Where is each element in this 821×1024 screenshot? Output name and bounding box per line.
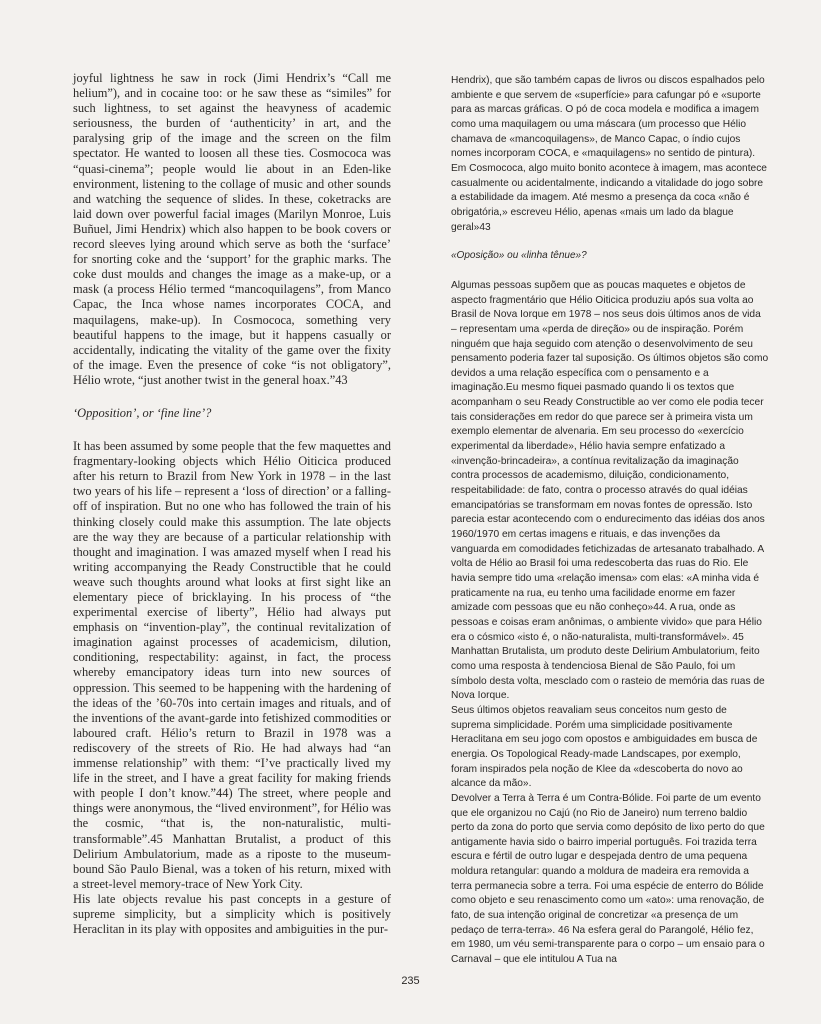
english-paragraph-1: joyful lightness he saw in rock (Jimi Hendrix’s “Call me helium”), and in cocaine too: or he saw these as “similes” for such lightness, to set against the heavyness of academic seriousness, the burden of ‘authenticity’ in art, and the paralysing grip of the image and the screen on the film spectator. He wanted to loosen all these ties. Cosmococa was “quasi-cinema”; people would lie about in an Eden-like environment, listening to the collage of music and other sounds and watching the sequence of slides. In these, coketracks are laid down over powerful facial images (Marilyn Monroe, Luis Buñuel, Jimi Hendrix) which also happen to be book covers or record sleeves lying around which serve as both the ‘surface’ for snorting coke and the ‘support’ for the graphic marks. The coke dust moulds and changes the image as a make-up, or a mask (a process Hélio termed “mancoquilagens”, from Manco Capac, the Inca whose names incorporates COCA, and maquilagens, make-up). In Cosmococa, something very beautiful happens to the image, but it happens casually or accidentally, indicating the vitality of the game over the fixity of the image. Even the presence of coke “is not obligatory”, Hélio wrote, “just another twist in the general hoax.”43 <box>73 71 391 387</box>
portuguese-section-heading: «Oposição» ou «linha tênue»? <box>451 250 587 262</box>
english-section-heading: ‘Opposition’, or ‘fine line’? <box>73 405 212 420</box>
portuguese-paragraph-2: Algumas pessoas supõem que as poucas maquetes e objetos de aspecto fragmentário que Hélio Oiticica produziu após sua volta ao Brasil de Nova Iorque em 1978 – nos seus dois últimos anos de vida – representam uma «perda de direção» ou de inspiração. Porém ninguém que haja seguido com atenção o desenvolvimento de seu pensamento poderia fazer tal suposição. Os últimos objetos são como devidos a uma relação específica com o pensamento e a imaginação.Eu mesmo fiquei pasmado quando li os textos que acompanham o seu Ready Constructible ao ver como ele podia tecer tais considerações em redor do que parece ser à primeira vista um exemplo elementar de alvenaria. Em seu processo do «exercício experimental da liberdade», Hélio havia sempre enfatizado a «invenção-brincadeira», a contínua revitalização da imaginação contra processos de academismo, diluição, condicionamento, respeitabilidade: de fato, contra o processo através do qual idéias emancipatórias se transformam em novas fontes de opressão. Isto parecia estar acontecendo com o endurecimento das idéias dos anos 1960/1970 em certas imagens e rituais, e das invenções da vanguarda em comodidades fetichizadas de artesanato trabalhado. A volta de Hélio ao Brasil foi uma redescoberta das ruas do Rio. Ele havia sempre tido uma «relação imensa» com elas: «A minha vida é praticamente na rua, eu tenho uma facilidade enorme em fazer amizade com pessoas que eu não conheço»44. A rua, onde as pessoas e coisas eram anônimas, o ambiente vivido» que para Hélio era o cósmico «isto é, o não-naturalista, multi-transformável». 45 <box>451 279 769 643</box>
english-column <box>73 71 391 937</box>
english-paragraph-2: It has been assumed by some people that the few maquettes and fragmentary-looking objects which Hélio Oiticica produced after his return to Brazil from New York in 1978 – in the last two years of his life – represent a ‘loss of direction’ or a falling-off of inspiration. But no one who has followed the train of his thinking closely could make this assumption. The late objects are the way they are because of a particular relationship with thought and imagination. I was amazed myself when I read his writing accompanying the Ready Constructible that he could weave such thoughts around what looks at first sight like an elementary piece of bricklaying. In his process of “the experimental exercise of liberty”, Hélio had always put emphasis on “invention-play”, the continual revitalization of imagination against processes of academicism, dilution, conditioning, respectability: against, in fact, the process whereby emancipatory ideas turn into new sources of oppression. This seemed to be happening with the hardening of the ideas of the ’60-70s into certain images and rituals, and of the inventions of the avant-garde into fetishized commodities or laboured craft. Hélio’s return to Brazil in 1978 was a rediscovery of the streets of Rio. He had always had “an immense relationship” with them: “I’ve practically lived my life in the street, and I have a great facility for making friends with people I don’t know.”44) The street, where people and things were anonymous, the “lived environment”, for Hélio was the cosmic, “that is, the non-naturalistic, multi-transformable”.45 Manhattan Brutalist, a product of this Delirium Ambulatorium, made as a riposte to the museum-bound São Paulo Bienal, was a token of his return, mixed with a street-level memory-trace of New York City. <box>73 439 391 891</box>
portuguese-paragraph-3: Manhattan Brutalista, um produto deste Delirium Ambulatorium, feito como uma resposta à tendenciosa Bienal de São Paulo, foi um símbolo desta volta, mesclado com o rasteio de memória das ruas de Nova Iorque. <box>451 646 765 702</box>
portuguese-paragraph-5: Devolver a Terra à Terra é um Contra-Bólide. Foi parte de um evento que ele organizou no Cajú (no Rio de Janeiro) num terreno baldio perto da zona do porto que servia como depósito de lixo perto do que antigamente havia sido o bairro imperial português. Foi trazida terra escura e fértil de outro lugar e despejada dentro de uma pequena moldura retangular: quando a moldura de madeira era removida a terra permanecia sobre a terra. Foi uma espécie de enterro do Bólide como objeto e seu renascimento como um «ato»: uma renovação, de fato, de sua intenção original de concretizar «a presença de um pedaço de terra-terra». 46 Na esfera geral do Parangolé, Hélio fez, em 1980, um véu semi-transparente para o corpo – um ensaio para o Carnaval – que ele intitulou A Tua na <box>451 792 765 966</box>
page-number: 235 <box>401 975 420 987</box>
english-paragraph-3: His late objects revalue his past concepts in a gesture of supreme simplicity, but a simplicity which is positively Heraclitan in its play with opposites and ambiguities in the pur- <box>73 891 391 937</box>
portuguese-paragraph-4: Seus últimos objetos reavaliam seus conceitos num gesto de suprema simplicidade. Porém uma simplicidade positivamente Heraclitana em seu jogo com opostos e ambiguidades em busca de energia. Os Topological Ready-made Landscapes, por exemplo, foram inspirados pela noção de Klee da «descoberta do novo ao alcance da mão». <box>451 704 758 790</box>
portuguese-paragraph-1: Hendrix), que são também capas de livros ou discos espalhados pelo ambiente e que servem de «superfície» para cafungar pó e «suporte para as marcas gráficas. O pó de coca modela e modifica a imagem como uma maquilagem ou uma máscara (um processo que Hélio chamava de «mancoquilagens», de Manco Capac, o índio cujos nomes incorporam COCA, e «maquilagens» no sentido de pintura). Em Cosmococa, algo muito bonito acontece à imagem, mas acontece casualmente ou acidentalmente, indicando a vitalidade do jogo sobre a estabilidade da imagem. Até mesmo a presença da coca «não é obrigatória,» escreveu Hélio, apenas «mais um lado da blague geral»43 <box>451 75 767 233</box>
portuguese-column <box>451 74 769 968</box>
